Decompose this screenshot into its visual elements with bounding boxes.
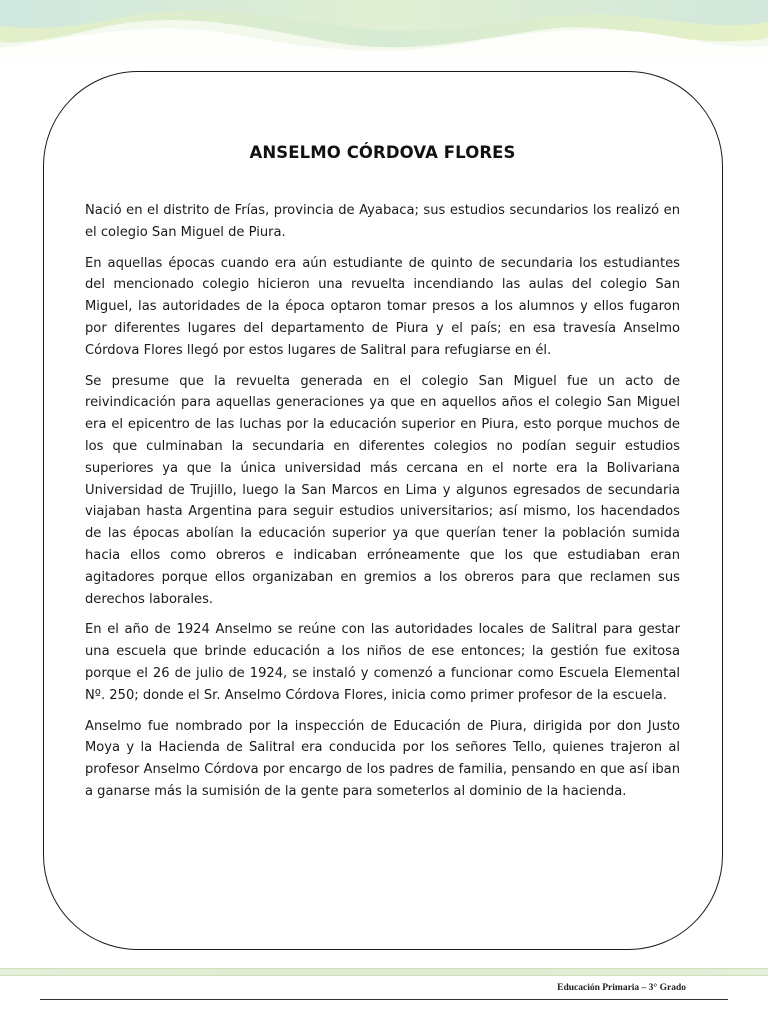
footer-band [0, 968, 768, 976]
paragraph-context: Se presume que la revuelta generada en el colegio San Miguel fue un acto de reivindicación para aquellas generaciones ya que en aquellos años el colegio San Miguel era el epicentro de las luchas por la educación superior en Piura, esto porque muchos de los que culminaban la secundaria en diferentes colegios no podían seguir estudios superiores ya que la única universidad más cercana en el norte era la Bolivariana Universidad de Trujillo, luego la San Marcos en Lima y algunos egresados de secundaria viajaban hasta Argentina para seguir estudios universitarios; así mismo, los hacendados de las épocas abolían la educación superior ya que querían tener la población sumida hacia ellos como obreros e indicaban erróneamente que los que estudiaban eran agitadores porque ellos organizaban en gremios a los obreros para que reclamen sus derechos laborales. [85, 373, 680, 607]
paragraph-school-founding: En el año de 1924 Anselmo se reúne con las autoridades locales de Salitral para gestar una escuela que brinde educación a los niños de ese entonces; la gestión fue exitosa porque el 26 de julio de 1924, se instaló y comenzó a funcionar como Escuela Elemental Nº. 250; donde el Sr. Anselmo Córdova Flores, inicia como primer profesor de la escuela. [85, 622, 680, 703]
paragraph-revolt: En aquellas épocas cuando era aún estudiante de quinto de secundaria los estudiantes del mencionado colegio hicieron una revuelta incendiando las aulas del colegio San Miguel, las autoridades de la época optaron tomar presos a los alumnos y ellos fugaron por diferentes lugares del departamento de Piura y el país; en esa travesía Anselmo Córdova Flores llegó por estos lugares de Salitral para refugiarse en él. [85, 255, 680, 358]
footer-divider [40, 999, 728, 1000]
paragraph-birth: Nació en el distrito de Frías, provincia de Ayabaca; sus estudios secundarios los realizó en el colegio San Miguel de Piura. [85, 203, 680, 240]
document-title: ANSELMO CÓRDOVA FLORES [249, 143, 516, 162]
header-wave-decoration [0, 0, 768, 62]
document-body [85, 143, 680, 812]
paragraph-appointment: Anselmo fue nombrado por la inspección de Educación de Piura, dirigida por don Justo Moya y la Hacienda de Salitral era conducida por los señores Tello, quienes trajeron al profesor Anselmo Córdova por encargo de los padres de familia, pensando en que así iban a ganarse más la sumisión de la gente para someterlos al dominio de la hacienda. [85, 718, 680, 799]
footer-grade-label: Educación Primaria – 3° Grado [557, 983, 686, 993]
